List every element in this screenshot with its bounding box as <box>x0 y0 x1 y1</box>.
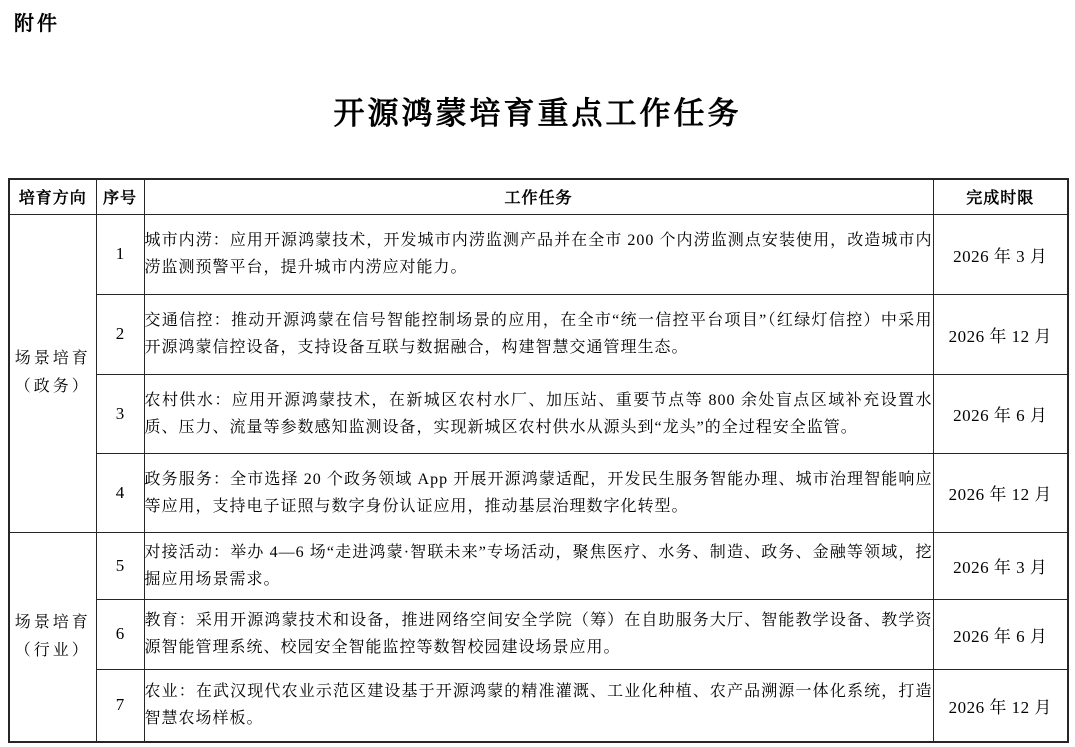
table-header-row <box>9 179 1068 214</box>
direction-line2: （行业） <box>14 641 91 659</box>
column-header-direction: 培育方向 <box>9 179 96 214</box>
table-row <box>9 374 1068 453</box>
task-text: 政务服务：全市选择 20 个政务领域 App 开展开源鸿蒙适配，开发民生服务智能办理、城市治理智能响应等应用，支持电子证照与数字身份认证应用，推动基层治理数字化转型。 <box>144 453 933 532</box>
task-text: 交通信控：推动开源鸿蒙在信号智能控制场景的应用，在全市“统一信控平台项目”（红绿灯信控）中采用开源鸿蒙信控设备，支持设备互联与数据融合，构建智慧交通管理生态。 <box>144 294 933 374</box>
direction-line1: 场景培育 <box>14 350 91 367</box>
row-index: 5 <box>96 532 144 599</box>
deadline-text: 2026 年 6 月 <box>933 374 1068 453</box>
table-row <box>9 294 1068 374</box>
task-text: 农村供水：应用开源鸿蒙技术，在新城区农村水厂、加压站、重要节点等 800 余处盲点区域补充设置水质、压力、流量等参数感知监测设备，实现新城区农村供水从源头到“龙头”的全过程安全监管。 <box>144 374 933 453</box>
deadline-text: 2026 年 6 月 <box>933 599 1068 669</box>
task-text: 教育：采用开源鸿蒙技术和设备，推进网络空间安全学院（筹）在自助服务大厅、智能教学设备、教学资源智能管理系统、校园安全智能监控等数智校园建设场景应用。 <box>144 599 933 669</box>
row-index: 7 <box>96 669 144 742</box>
direction-group-government <box>9 214 96 532</box>
deadline-text: 2026 年 3 月 <box>933 532 1068 599</box>
table-row <box>9 453 1068 532</box>
row-index: 3 <box>96 374 144 453</box>
row-index: 2 <box>96 294 144 374</box>
table-row <box>9 599 1068 669</box>
direction-line2: （政务） <box>14 378 91 395</box>
task-text: 城市内涝：应用开源鸿蒙技术，开发城市内涝监测产品并在全市 200 个内涝监测点安装使用，改造城市内涝监测预警平台，提升城市内涝应对能力。 <box>144 214 933 294</box>
row-index: 4 <box>96 453 144 532</box>
attachment-label: 附件 <box>14 13 60 35</box>
table-row <box>9 669 1068 742</box>
table-row <box>9 214 1068 294</box>
deadline-text: 2026 年 3 月 <box>933 214 1068 294</box>
page-title: 开源鸿蒙培育重点工作任务 <box>333 96 742 131</box>
column-header-task: 工作任务 <box>144 179 933 214</box>
deadline-text: 2026 年 12 月 <box>933 453 1068 532</box>
task-text: 对接活动：举办 4—6 场“走进鸿蒙·智联未来”专场活动，聚焦医疗、水务、制造、政务、金融等领域，挖掘应用场景需求。 <box>144 532 933 599</box>
column-header-deadline: 完成时限 <box>933 179 1068 214</box>
direction-line1: 场景培育 <box>14 613 91 631</box>
table-row <box>9 532 1068 599</box>
row-index: 6 <box>96 599 144 669</box>
deadline-text: 2026 年 12 月 <box>933 669 1068 742</box>
deadline-text: 2026 年 12 月 <box>933 294 1068 374</box>
row-index: 1 <box>96 214 144 294</box>
task-text: 农业：在武汉现代农业示范区建设基于开源鸿蒙的精准灌溉、工业化种植、农产品溯源一体化系统，打造智慧农场样板。 <box>144 669 933 742</box>
column-header-index: 序号 <box>96 179 144 214</box>
task-table <box>8 178 1069 743</box>
direction-group-industry <box>9 532 96 742</box>
